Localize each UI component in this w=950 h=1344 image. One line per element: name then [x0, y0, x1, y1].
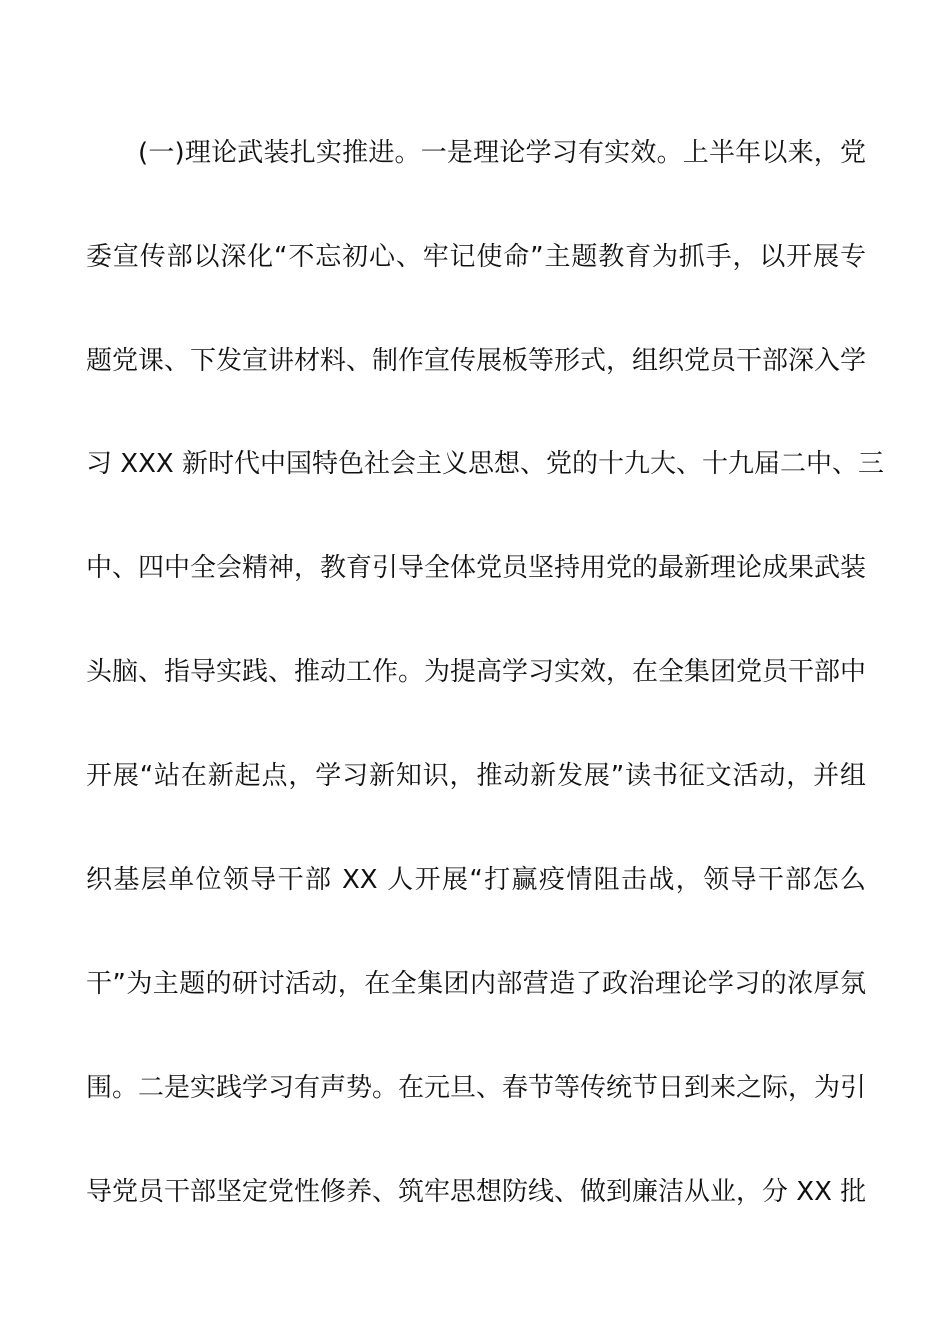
paragraph-line: 委宣传部以深化“不忘初心、牢记使命”主题教育为抓手，以开展专 — [86, 242, 866, 272]
paragraph-line: 头脑、指导实践、推动工作。为提高学习实效，在全集团党员干部中 — [86, 657, 867, 687]
paragraph-line: 习 XXX 新时代中国特色社会主义思想、党的十九大、十九届二中、三 — [86, 449, 884, 479]
paragraph-line: 织基层单位领导干部 XX 人开展“打赢疫情阻击战，领导干部怎么 — [86, 865, 866, 895]
paragraph-line: (一)理论武装扎实推进。一是理论学习有实效。上半年以来，党 — [138, 138, 866, 168]
paragraph-line: 中、四中全会精神，教育引导全体党员坚持用党的最新理论成果武装 — [86, 553, 867, 583]
paragraph-line: 导党员干部坚定党性修养、筑牢思想防线、做到廉洁从业，分 XX 批 — [86, 1177, 867, 1207]
paragraph-line: 干”为主题的研讨活动，在全集团内部营造了政治理论学习的浓厚氛 — [86, 969, 866, 999]
paragraph-line: 围。二是实践学习有声势。在元旦、春节等传统节日到来之际，为引 — [86, 1073, 867, 1103]
paragraph-line: 开展“站在新起点，学习新知识，推动新发展”读书征文活动，并组 — [86, 761, 866, 791]
paragraph-line: 题党课、下发宣讲材料、制作宣传展板等形式，组织党员干部深入学 — [86, 346, 867, 376]
